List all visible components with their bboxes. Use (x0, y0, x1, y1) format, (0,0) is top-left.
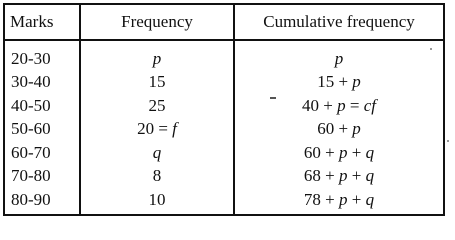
cell-frequency: q (80, 141, 234, 165)
table-row (4, 118, 444, 142)
table-row (4, 188, 444, 215)
cell-frequency: 20 = f (80, 118, 234, 142)
table-row (4, 141, 444, 165)
cell-marks: 70-80 (4, 165, 80, 189)
stray-mark (270, 97, 276, 99)
cell-cumulative: 78 + p + q (303, 189, 375, 209)
cell-marks: 80-90 (4, 188, 80, 215)
cell-frequency: p (80, 40, 234, 71)
header-marks: Marks (4, 4, 80, 40)
cell-cumulative: 60 + p (317, 119, 361, 139)
cell-frequency: 8 (80, 165, 234, 189)
table-header-row (4, 4, 444, 40)
cell-frequency: 15 (80, 71, 234, 95)
cell-cumulative: p (334, 48, 344, 68)
table-row (4, 165, 444, 189)
scan-speck (430, 48, 432, 50)
cell-marks: 60-70 (4, 141, 80, 165)
table-row (4, 94, 444, 118)
cell-marks: 50-60 (4, 118, 80, 142)
cell-frequency: 25 (80, 94, 234, 118)
cell-marks: 40-50 (4, 94, 80, 118)
cell-cumulative: 68 + p + q (303, 166, 375, 186)
frequency-table (3, 3, 445, 216)
cell-cumulative: 60 + p + q (303, 142, 375, 162)
cell-cumulative: 15 + p (317, 72, 361, 92)
cell-frequency: 10 (80, 188, 234, 215)
scan-speck (447, 140, 449, 142)
cell-marks: 20-30 (4, 40, 80, 71)
header-frequency: Frequency (80, 4, 234, 40)
table-row (4, 71, 444, 95)
cell-cumulative: 40 + p = cf (302, 95, 376, 115)
cell-marks: 30-40 (4, 71, 80, 95)
header-cumulative-frequency: Cumulative frequency (234, 4, 444, 40)
table-row (4, 40, 444, 71)
